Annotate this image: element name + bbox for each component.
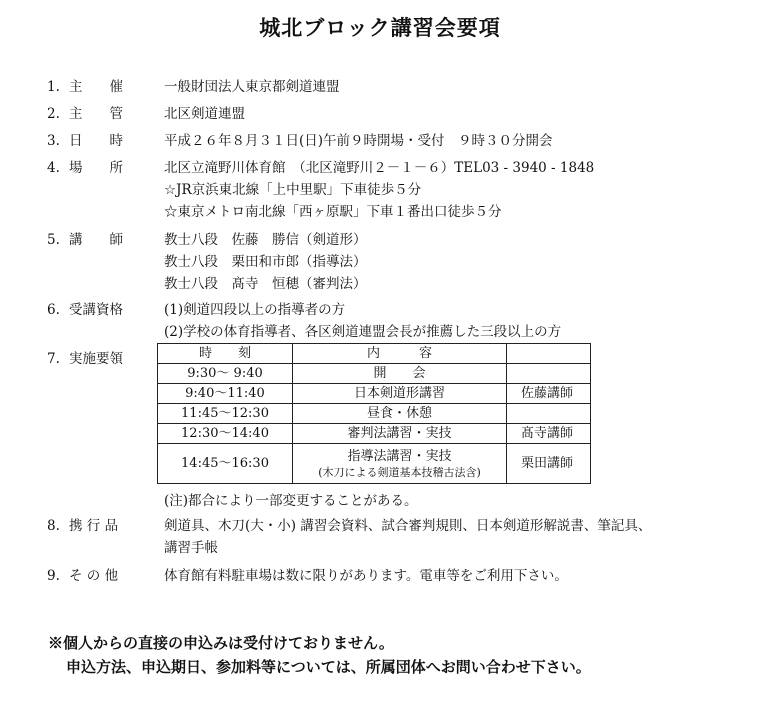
row-instructor: 髙寺講師 [507, 424, 591, 444]
section-number: 4. [47, 160, 60, 176]
row-time: 14:45～16:30 [158, 444, 293, 484]
schedule-table [157, 343, 591, 484]
section-3-heading [47, 131, 159, 151]
section-9-value: 体育館有料駐車場は数に限りがあります。電車等をご利用下さい。 [164, 568, 568, 584]
row-content: 昼食・休憩 [293, 404, 507, 424]
page-title: 城北ブロック講習会要項 [259, 15, 501, 40]
row-time: 9:40～11:40 [158, 384, 293, 404]
section-4-line-1: 北区立滝野川体育館 （北区滝野川２－１－６）TEL03 - 3940 - 1848 [164, 160, 595, 176]
section-number: 7. [47, 351, 60, 367]
section-9-heading [47, 566, 159, 586]
row-content: 日本剣道形講習 [293, 384, 507, 404]
row-content-sub: (木刀による剣道基本技稽古法含) [318, 465, 481, 479]
row-content: 開 会 [293, 364, 507, 384]
section-6-line-1: (1)剣道四段以上の指導者の方 [164, 302, 346, 318]
header-content: 内 容 [293, 344, 507, 364]
section-number: 8. [47, 518, 60, 534]
section-label: 主 催 [69, 79, 123, 95]
section-label: 場 所 [69, 160, 123, 176]
row-content-cell [293, 444, 507, 484]
section-6-heading [47, 300, 159, 320]
section-label: そ の 他 [69, 568, 119, 584]
section-5-line-1: 教士八段 佐藤 勝信（剣道形） [164, 232, 367, 248]
section-number: 9. [47, 568, 60, 584]
section-4-line-3: ☆東京メトロ南北線「西ヶ原駅」下車１番出口徒歩５分 [164, 204, 502, 220]
section-5-line-3: 教士八段 髙寺 恒穂（審判法） [164, 276, 367, 292]
section-5-line-2: 教士八段 栗田和市郎（指導法） [164, 254, 367, 270]
section-number: 2. [47, 106, 60, 122]
section-1-value: 一般財団法人東京都剣道連盟 [164, 79, 340, 95]
table-row [158, 404, 591, 424]
section-7-heading [47, 349, 159, 369]
row-time: 12:30～14:40 [158, 424, 293, 444]
section-1-heading [47, 77, 159, 97]
section-5-heading [47, 230, 159, 250]
section-number: 1. [47, 79, 60, 95]
row-instructor [507, 364, 591, 384]
header-time: 時 刻 [158, 344, 293, 364]
row-instructor [507, 404, 591, 424]
section-2-heading [47, 104, 159, 124]
section-label: 携 行 品 [69, 518, 119, 534]
section-number: 6. [47, 302, 60, 318]
section-8-line-2: 講習手帳 [164, 540, 218, 556]
section-4-heading [47, 158, 159, 178]
row-instructor: 佐藤講師 [507, 384, 591, 404]
row-content: 審判法講習・実技 [293, 424, 507, 444]
section-label: 講 師 [69, 232, 123, 248]
section-label: 実施要領 [69, 351, 123, 367]
section-label: 主 管 [69, 106, 123, 122]
table-row [158, 424, 591, 444]
table-row [158, 444, 591, 484]
header-instructor [507, 344, 591, 364]
footer-notice-line-1: ※個人からの直接の申込みは受付けておりません。 [48, 634, 394, 652]
section-label: 受講資格 [69, 302, 123, 318]
row-content: 指導法講習・実技 [347, 448, 452, 464]
section-8-line-1: 剣道具、木刀(大・小) 講習会資料、試合審判規則、日本剣道形解説書、筆記具、 [164, 518, 652, 534]
section-number: 3. [47, 133, 60, 149]
section-3-value: 平成２６年８月３１日(日)午前９時開場・受付 ９時３０分開会 [164, 133, 553, 149]
footer-notice-line-2: 申込方法、申込期日、参加料等については、所属団体へお問い合わせ下さい。 [66, 658, 591, 676]
table-row [158, 364, 591, 384]
table-row [158, 384, 591, 404]
row-instructor: 栗田講師 [507, 444, 591, 484]
section-label: 日 時 [69, 133, 123, 149]
section-4-line-2: ☆JR京浜東北線「上中里駅」下車徒歩５分 [164, 182, 422, 198]
schedule-note: (注)都合により一部変更することがある。 [164, 493, 418, 509]
table-header-row [158, 344, 591, 364]
section-2-value: 北区剣道連盟 [164, 106, 245, 122]
section-6-line-2: (2)学校の体育指導者、各区剣道連盟会長が推薦した三段以上の方 [164, 324, 562, 340]
section-number: 5. [47, 232, 60, 248]
row-time: 11:45～12:30 [158, 404, 293, 424]
row-time: 9:30～ 9:40 [158, 364, 293, 384]
section-8-heading [47, 516, 159, 536]
